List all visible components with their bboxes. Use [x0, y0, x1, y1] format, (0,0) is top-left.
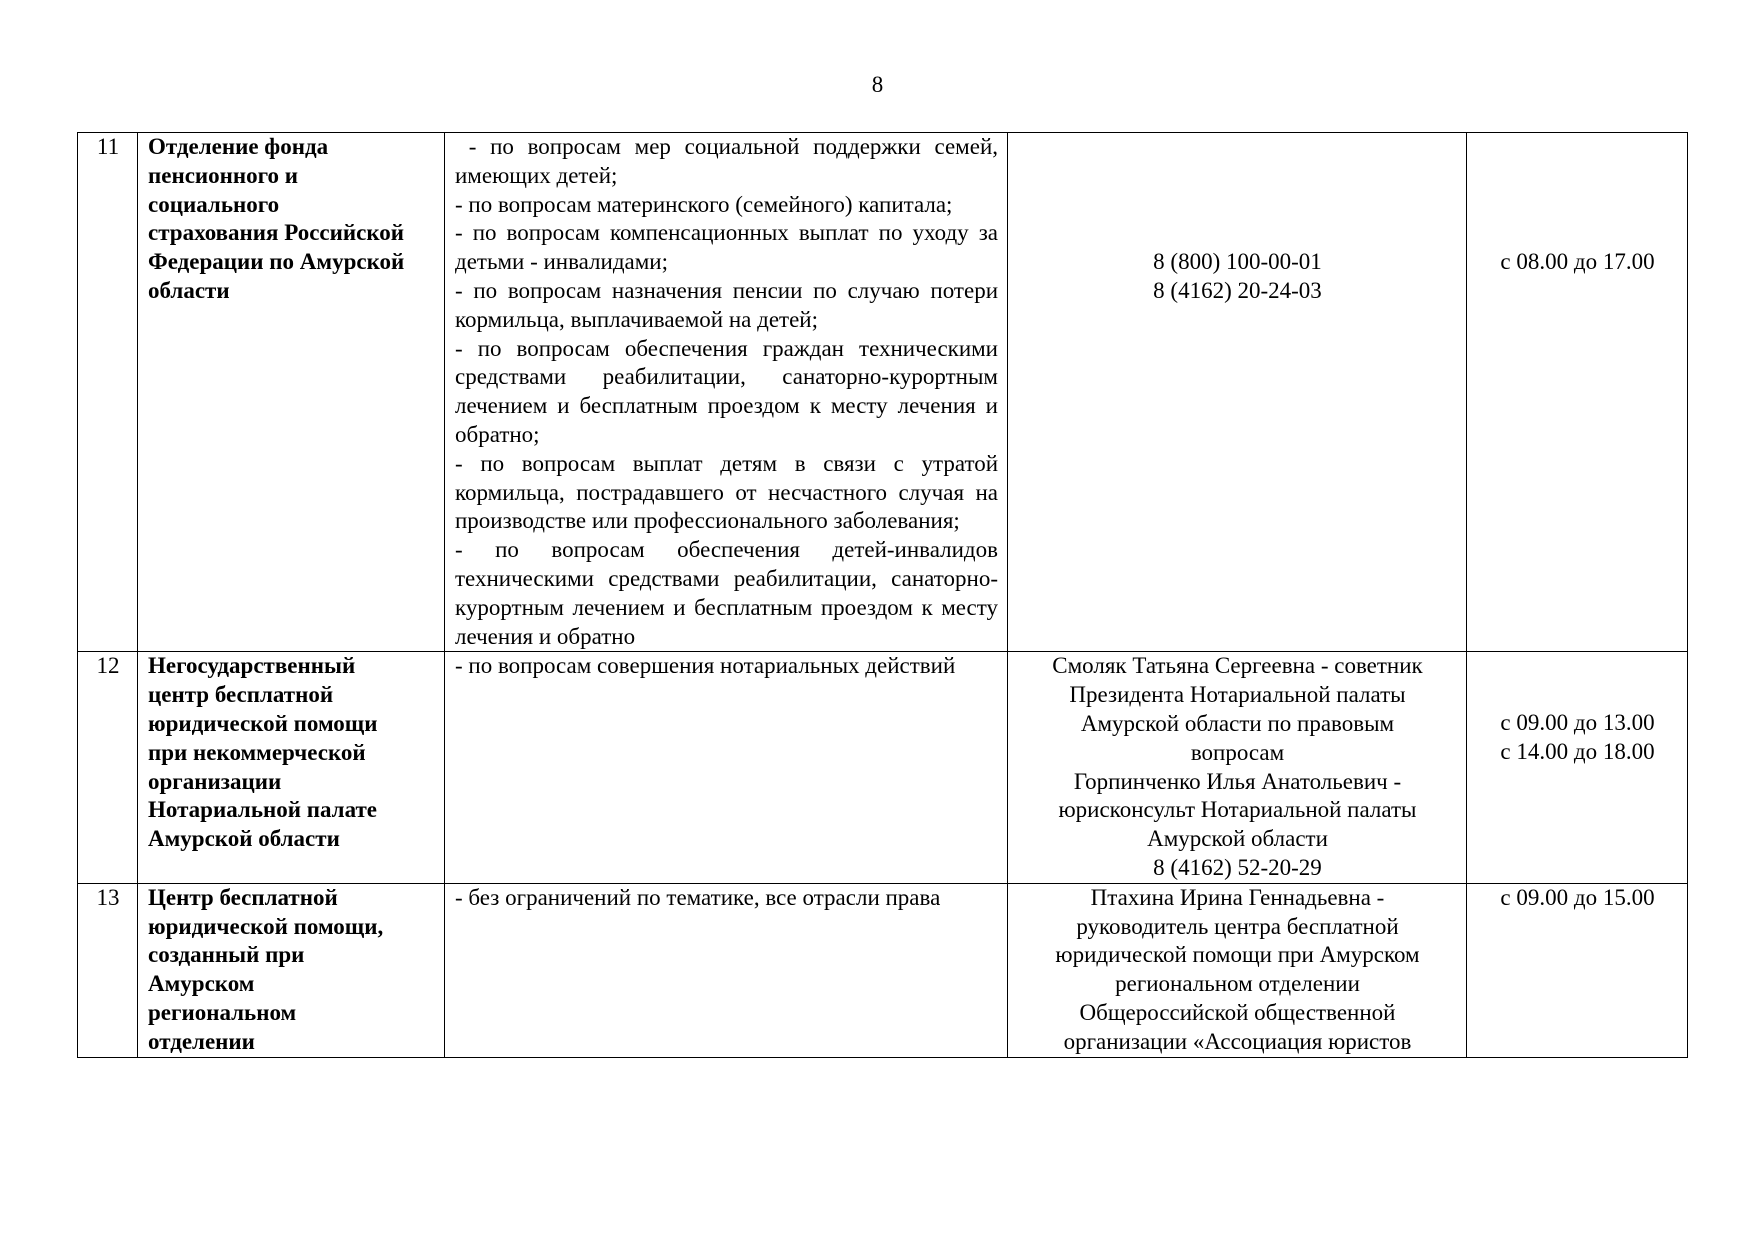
contacts-cell	[1008, 652, 1467, 883]
contact-line: Общероссийской общественной	[1079, 999, 1396, 1025]
organization-line: созданный при	[148, 942, 305, 968]
organization-line: Нотариальной палате	[148, 797, 378, 823]
topic-item: - по вопросам назначения пенсии по случаю потери кормильца, выплачиваемой на детей;	[455, 277, 998, 332]
organization-line: страхования Российской	[148, 220, 405, 246]
organization-line: социального	[148, 191, 280, 217]
phone-number: 8 (800) 100-00-01	[1153, 249, 1322, 274]
contact-line: Президента Нотариальной палаты	[1069, 682, 1406, 708]
organization-line: Амурском	[148, 971, 255, 997]
topic-item: - по вопросам совершения нотариальных действий	[455, 653, 956, 679]
hours-cell	[1467, 652, 1688, 883]
organization-line: организации	[148, 768, 282, 794]
services-table	[77, 132, 1688, 1058]
organization-line: региональном	[148, 999, 297, 1025]
topics-cell	[445, 652, 1008, 883]
topic-item: - по вопросам обеспечения граждан техническими средствами реабилитации, санаторно-курортным лечением и бесплатным проездом к месту лечения и обратно;	[455, 335, 998, 447]
topic-item: - по вопросам материнского (семейного) капитала;	[455, 191, 953, 217]
topic-item: - по вопросам обеспечения детей-инвалидов техническими средствами реабилитации, санаторно-курортным лечением и бесплатным проездом к месту лечения и обратно	[455, 537, 998, 649]
contact-line: юридической помощи при Амурском	[1055, 942, 1420, 968]
contact-line: вопросам	[1190, 739, 1285, 765]
table-row	[78, 133, 1688, 652]
organization-line: отделении	[148, 1028, 255, 1054]
row-number: 13	[78, 883, 138, 1057]
phone-number: 8 (4162) 20-24-03	[1153, 277, 1322, 303]
organization-line: Амурской области	[148, 826, 340, 852]
organization-line: области	[148, 277, 230, 303]
contacts-cell	[1008, 883, 1467, 1057]
organization-line: пенсионного и	[148, 162, 299, 188]
topic-item: - без ограничений по тематике, все отрасли права	[455, 884, 941, 910]
working-hours: с 08.00 до 17.00	[1500, 249, 1655, 274]
organization-line: юридической помощи	[148, 710, 378, 736]
working-hours: с 09.00 до 13.00	[1500, 710, 1655, 736]
organization-line: юридической помощи,	[148, 913, 384, 939]
organization-cell	[138, 883, 445, 1057]
working-hours: с 09.00 до 15.00	[1500, 884, 1655, 910]
row-number: 12	[78, 652, 138, 883]
topic-item: - по вопросам компенсационных выплат по уходу за детьми - инвалидами;	[455, 220, 998, 275]
topic-item: - по вопросам выплат детям в связи с утратой кормильца, пострадавшего от несчастного случая на производстве или профессионального заболевания;	[455, 450, 998, 534]
contact-line: организации «Ассоциация юристов	[1063, 1028, 1412, 1054]
contact-line: Смоляк Татьяна Сергеевна - советник	[1052, 653, 1423, 679]
organization-line: Федерации по Амурской	[148, 249, 405, 275]
contact-line: региональном отделении	[1115, 971, 1360, 997]
hours-cell	[1467, 133, 1688, 652]
organization-line: Центр бесплатной	[148, 884, 338, 910]
contact-line: Птахина Ирина Геннадьевна -	[1090, 884, 1385, 910]
row-number: 11	[78, 133, 138, 652]
organization-line: при некоммерческой	[148, 739, 366, 765]
table-row	[78, 883, 1688, 1057]
contacts-cell	[1008, 133, 1467, 652]
organization-line: Негосударственный	[148, 653, 356, 679]
organization-cell	[138, 133, 445, 652]
topics-cell	[445, 133, 1008, 652]
contact-line: Горпинченко Илья Анатольевич -	[1073, 768, 1402, 794]
hours-cell	[1467, 883, 1688, 1057]
topic-item: - по вопросам мер социальной поддержки семей, имеющих детей;	[455, 134, 1004, 188]
topics-cell	[445, 883, 1008, 1057]
phone-number: 8 (4162) 52-20-29	[1153, 854, 1322, 880]
page-number: 8	[871, 72, 884, 97]
contact-line: руководитель центра бесплатной	[1076, 913, 1399, 939]
contact-line: Амурской области	[1147, 826, 1328, 852]
working-hours: с 14.00 до 18.00	[1500, 739, 1655, 765]
contact-line: Амурской области по правовым	[1080, 710, 1395, 736]
contact-line: юрисконсульт Нотариальной палаты	[1058, 797, 1417, 823]
table-row	[78, 652, 1688, 883]
organization-cell	[138, 652, 445, 883]
organization-line: центр бесплатной	[148, 682, 334, 708]
organization-line: Отделение фонда	[148, 134, 329, 159]
